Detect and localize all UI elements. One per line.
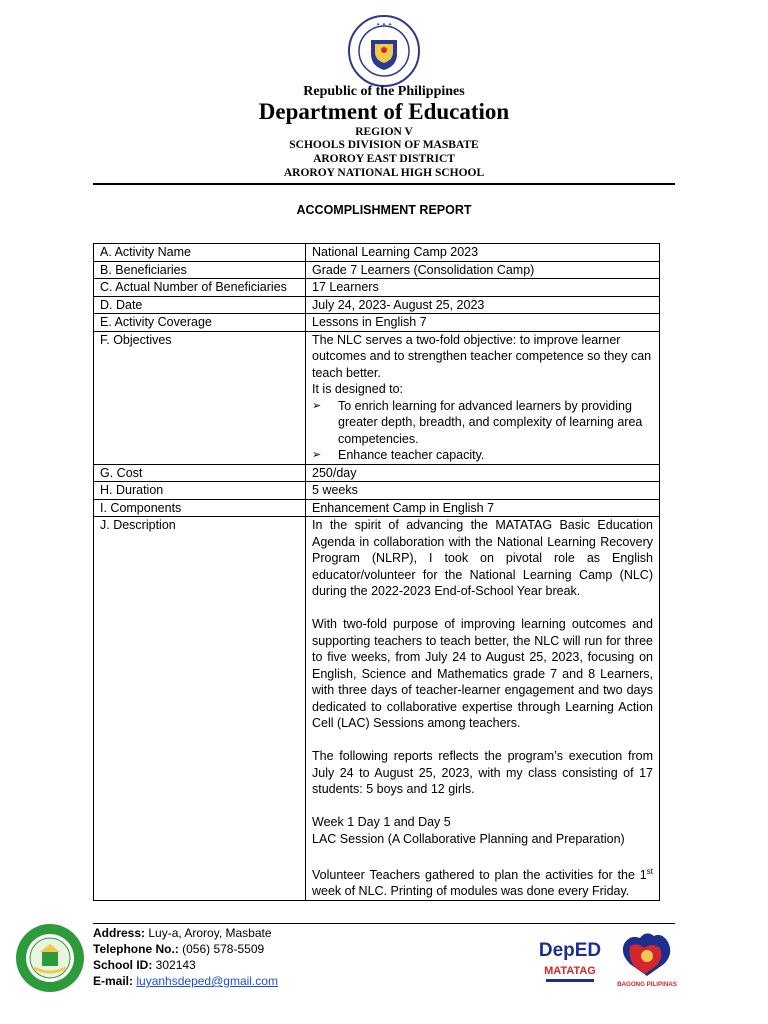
description-session: LAC Session (A Collaborative Planning and Preparation) bbox=[312, 831, 625, 846]
row-label: H. Duration bbox=[94, 482, 306, 500]
matatag-logo-text: MATATAG bbox=[544, 965, 596, 977]
republic-heading: Republic of the Philippines bbox=[303, 84, 465, 99]
table-row bbox=[94, 314, 660, 332]
phone-label: Telephone No.: bbox=[93, 942, 179, 956]
row-value: Lessons in English 7 bbox=[306, 314, 660, 332]
header-divider bbox=[93, 183, 675, 185]
report-table bbox=[93, 243, 660, 901]
report-title: ACCOMPLISHMENT REPORT bbox=[296, 203, 472, 217]
description-paragraph: The following reports reflects the program’s execution from July 24 to August 25, 2023, with my class consisting of 17 students: 5 boys and 12 girls. bbox=[312, 749, 653, 796]
footer-phone bbox=[93, 941, 278, 957]
table-row bbox=[94, 296, 660, 314]
objective-text: Enhance teacher capacity. bbox=[338, 448, 485, 462]
table-row bbox=[94, 464, 660, 482]
email-label: E-mail: bbox=[93, 974, 134, 988]
deped-matatag-logo bbox=[536, 930, 604, 988]
description-text: week of NLC. Printing of modules was done every Friday. bbox=[312, 884, 630, 899]
objectives-cell bbox=[306, 331, 660, 464]
row-value: Grade 7 Learners (Consolidation Camp) bbox=[306, 261, 660, 279]
row-label: E. Activity Coverage bbox=[94, 314, 306, 332]
school-seal-logo bbox=[14, 922, 86, 994]
bagong-pilipinas-logo bbox=[614, 928, 680, 990]
svg-text:✦ ✦ ✦: ✦ ✦ ✦ bbox=[375, 22, 393, 28]
arrow-bullet-icon: ➢ bbox=[312, 449, 322, 461]
arrow-bullet-icon: ➢ bbox=[312, 399, 322, 412]
objectives-intro: The NLC serves a two-fold objective: to improve learner outcomes and to strengthen teacher competence so they can teach better. bbox=[312, 332, 652, 380]
row-label: I. Components bbox=[94, 499, 306, 517]
description-paragraph: In the spirit of advancing the MATATAG Basic Education Agenda in collaboration with the National Learning Recovery Program (NLRP), I took on pivotal role as English educator/volunteer for the National Learning Camp (NLC) during the 2022-2023 End-of-School Year break. bbox=[312, 518, 653, 598]
row-label: B. Beneficiaries bbox=[94, 261, 306, 279]
footer-email bbox=[93, 973, 278, 989]
division-heading: SCHOOLS DIVISION OF MASBATE bbox=[289, 139, 479, 151]
department-heading: Department of Education bbox=[258, 99, 510, 124]
district-heading: AROROY EAST DISTRICT bbox=[313, 153, 455, 165]
table-row bbox=[94, 244, 660, 262]
region-heading: REGION V bbox=[355, 126, 413, 138]
footer-contact bbox=[93, 925, 278, 989]
row-label: C. Actual Number of Beneficiaries bbox=[94, 279, 306, 297]
row-label: D. Date bbox=[94, 296, 306, 314]
table-row-objectives bbox=[94, 331, 660, 464]
row-value: 5 weeks bbox=[306, 482, 660, 500]
row-value: National Learning Camp 2023 bbox=[306, 244, 660, 262]
deped-logo-text: DepED bbox=[538, 940, 602, 961]
address-label: Address: bbox=[93, 926, 146, 940]
school-id-value: 302143 bbox=[152, 958, 196, 972]
table-row bbox=[94, 279, 660, 297]
description-text: Volunteer Teachers gathered to plan the activities for the 1 bbox=[312, 867, 647, 882]
description-cell bbox=[306, 517, 660, 901]
row-label: A. Activity Name bbox=[94, 244, 306, 262]
row-label: G. Cost bbox=[94, 464, 306, 482]
table-row bbox=[94, 499, 660, 517]
row-value: July 24, 2023- August 25, 2023 bbox=[306, 296, 660, 314]
description-paragraph bbox=[312, 864, 653, 900]
superscript: st bbox=[646, 866, 653, 876]
school-heading: AROROY NATIONAL HIGH SCHOOL bbox=[283, 167, 485, 179]
row-label: J. Description bbox=[94, 517, 306, 901]
footer-address bbox=[93, 925, 278, 941]
description-week-heading: Week 1 Day 1 and Day 5 bbox=[312, 815, 451, 829]
table-row bbox=[94, 482, 660, 500]
objectives-designed: It is designed to: bbox=[312, 382, 404, 396]
description-paragraph: With two-fold purpose of improving learning outcomes and supporting teachers to teach better, the NLC will run for three to five weeks, from July 24 to August 25, 2023, focusing on English, Science and Mathematics grade 7 and 8 Learners, with three days of teacher-learner engagement and two days dedicated to collaborative expertise through Learning Action Cell (LAC) Sessions among teachers. bbox=[312, 617, 653, 730]
footer-school-id bbox=[93, 957, 278, 973]
row-value: 250/day bbox=[306, 464, 660, 482]
email-link[interactable]: luyanhsdeped@gmail.com bbox=[136, 974, 278, 988]
address-value: Luy-a, Aroroy, Masbate bbox=[145, 926, 272, 940]
row-value: Enhancement Camp in English 7 bbox=[306, 499, 660, 517]
school-id-label: School ID: bbox=[93, 958, 153, 972]
row-label: F. Objectives bbox=[94, 331, 306, 464]
deped-seal-logo bbox=[347, 14, 421, 88]
table-row-description bbox=[94, 517, 660, 901]
bagong-pilipinas-text: BAGONG PILIPINAS bbox=[617, 981, 677, 988]
objective-bullet bbox=[312, 447, 653, 464]
objective-bullet bbox=[312, 398, 653, 448]
footer-divider bbox=[93, 923, 675, 924]
phone-value: (056) 578-5509 bbox=[178, 942, 265, 956]
row-value: 17 Learners bbox=[306, 279, 660, 297]
objective-text: To enrich learning for advanced learners by providing greater depth, breadth, and complexity of learning area competencies. bbox=[338, 398, 643, 446]
table-row bbox=[94, 261, 660, 279]
